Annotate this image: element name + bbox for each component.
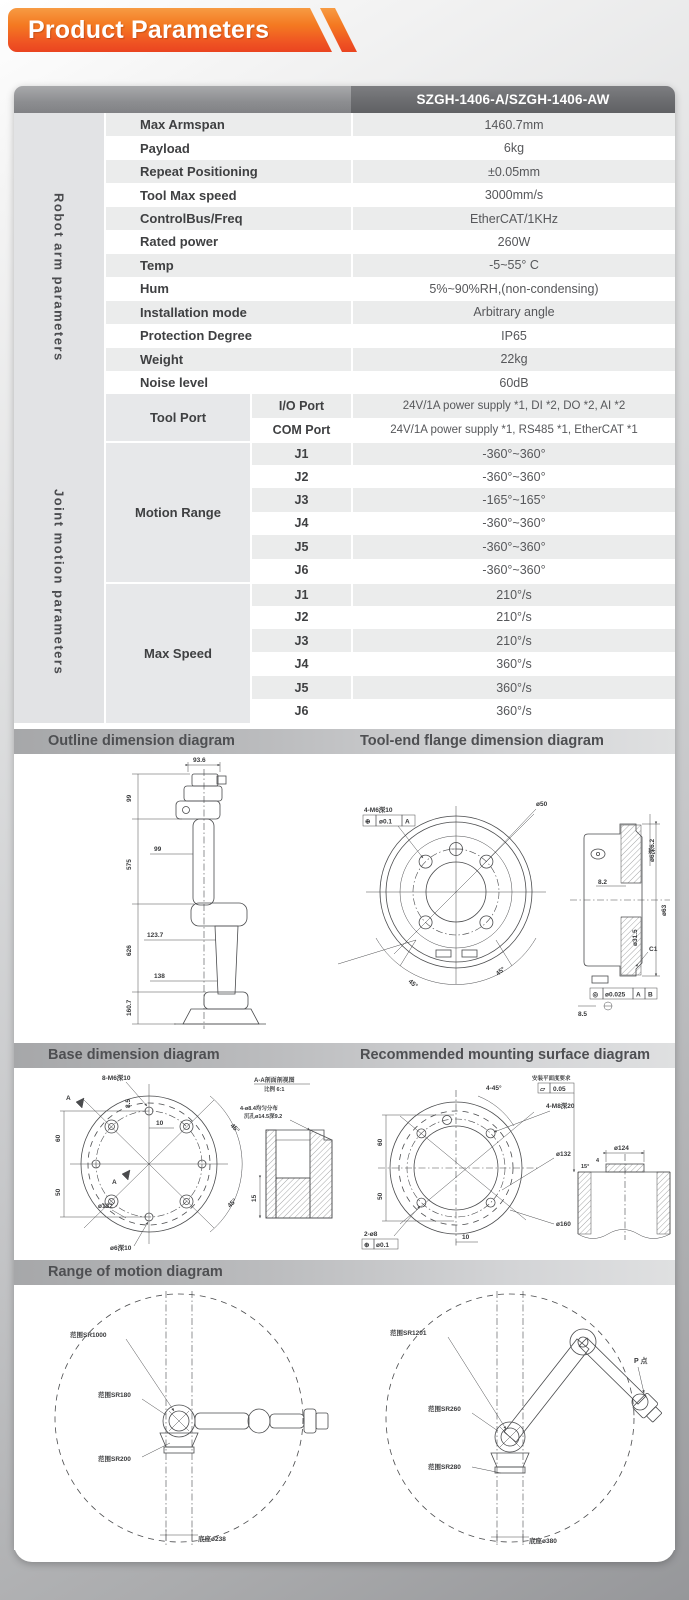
category-robot-arm-label: Robot arm parameters bbox=[51, 192, 67, 362]
joint-value: 360°/s bbox=[351, 652, 675, 675]
joint-label: J3 bbox=[250, 488, 351, 511]
dim-label: 60 bbox=[55, 1134, 62, 1142]
parameters-table bbox=[14, 113, 675, 723]
dim-label: 45° bbox=[406, 977, 419, 990]
dim-label: 8.5 bbox=[578, 1010, 588, 1018]
param-value: Arbitrary angle bbox=[351, 301, 675, 324]
range-label: 底座ø238 bbox=[198, 1535, 226, 1543]
dim-label: ø132 bbox=[556, 1150, 571, 1158]
dim-label: ø6深6.2 bbox=[649, 838, 656, 862]
param-value: ±0.05mm bbox=[351, 160, 675, 183]
mounting-surface-drawing bbox=[338, 1068, 675, 1254]
param-value: 1460.7mm bbox=[351, 113, 675, 136]
param-value: -5~55° C bbox=[351, 254, 675, 277]
base-diagrams bbox=[14, 1068, 675, 1254]
tool-port-label: Tool Port bbox=[104, 394, 250, 441]
spec-card bbox=[14, 86, 675, 1562]
dimension-diagrams bbox=[14, 754, 675, 1037]
range-label: 底座ø380 bbox=[529, 1537, 557, 1545]
joint-value: 210°/s bbox=[351, 629, 675, 652]
param-label: Protection Degree bbox=[104, 324, 351, 347]
category-joint-motion-label: Joint motion parameters bbox=[51, 488, 67, 676]
param-label: ControlBus/Freq bbox=[104, 207, 351, 230]
joint-label: J4 bbox=[250, 652, 351, 675]
outline-dimension-drawing bbox=[14, 754, 338, 1037]
param-value: 3000mm/s bbox=[351, 183, 675, 206]
dim-label: 8.2 bbox=[598, 878, 608, 886]
joint-value: -360°~360° bbox=[351, 465, 675, 488]
dim-label: ø124 bbox=[614, 1144, 629, 1152]
dim-label: ø6深10 bbox=[110, 1244, 132, 1252]
dim-label: 2-ø8 bbox=[364, 1230, 378, 1238]
param-value: EtherCAT/1KHz bbox=[351, 207, 675, 230]
param-value: 260W bbox=[351, 230, 675, 253]
gdt-datum: A bbox=[636, 991, 641, 999]
joint-label: J1 bbox=[250, 582, 351, 605]
gdt-value: ø0.025 bbox=[605, 991, 626, 999]
dim-label: 50 bbox=[55, 1188, 62, 1196]
dim-label: 575 bbox=[126, 858, 133, 870]
dim-label: 160.7 bbox=[126, 999, 133, 1016]
joint-value: 360°/s bbox=[351, 699, 675, 722]
range-label: 范围SR200 bbox=[98, 1455, 131, 1463]
dim-label: 4-M8深20 bbox=[546, 1102, 575, 1110]
dim-label: 15 bbox=[251, 1194, 258, 1202]
param-value: 22kg bbox=[351, 348, 675, 371]
param-value: 60dB bbox=[351, 371, 675, 394]
dim-label: 60 bbox=[377, 1138, 384, 1146]
section-title-base: Base dimension diagram bbox=[48, 1047, 220, 1064]
dim-label: 10 bbox=[156, 1119, 164, 1127]
section-title-flange: Tool-end flange dimension diagram bbox=[360, 733, 604, 750]
param-label: Tool Max speed bbox=[104, 183, 351, 206]
max-speed-label: Max Speed bbox=[104, 582, 250, 723]
flange-dimension-drawing bbox=[338, 754, 675, 1037]
param-value: 6kg bbox=[351, 136, 675, 159]
gdt-symbol: ◎ bbox=[592, 991, 599, 999]
model-name: SZGH-1406-A/SZGH-1406-AW bbox=[351, 86, 675, 113]
section-title-range: Range of motion diagram bbox=[48, 1264, 223, 1281]
dim-label: 138 bbox=[154, 972, 165, 980]
dim-label: ø132 bbox=[98, 1202, 113, 1210]
title-banner bbox=[8, 8, 368, 52]
tool-port-value: 24V/1A power supply *1, RS485 *1, EtherCAT *1 bbox=[351, 418, 675, 441]
page-title: Product Parameters bbox=[28, 16, 270, 44]
param-value: IP65 bbox=[351, 324, 675, 347]
category-robot-arm bbox=[14, 113, 104, 441]
point-label: P 点 bbox=[634, 1357, 648, 1365]
gdt-value: 0.05 bbox=[553, 1085, 566, 1093]
gdt-datum: A bbox=[405, 818, 410, 826]
gdt-symbol: ⊕ bbox=[365, 818, 371, 826]
param-label: Payload bbox=[104, 136, 351, 159]
range-of-motion-side-view bbox=[338, 1285, 675, 1550]
dim-label: 50 bbox=[377, 1192, 384, 1200]
range-diagrams bbox=[14, 1285, 675, 1550]
dim-label: ø31.5 bbox=[632, 929, 639, 946]
param-value: 5%~90%RH,(non-condensing) bbox=[351, 277, 675, 300]
joint-label: J5 bbox=[250, 535, 351, 558]
dim-label: 8-M6深10 bbox=[102, 1074, 131, 1082]
joint-value: 210°/s bbox=[351, 606, 675, 629]
joint-label: J2 bbox=[250, 465, 351, 488]
tool-port-sub-label: COM Port bbox=[250, 418, 351, 441]
category-joint-motion bbox=[14, 441, 104, 722]
dim-label: 10 bbox=[462, 1233, 470, 1241]
param-label: Noise level bbox=[104, 371, 351, 394]
dim-label: 4 bbox=[596, 1157, 600, 1164]
dim-label: 45° bbox=[226, 1197, 239, 1210]
joint-label: J3 bbox=[250, 629, 351, 652]
base-dimension-drawing bbox=[14, 1068, 338, 1254]
param-label: Temp bbox=[104, 254, 351, 277]
param-label: Installation mode bbox=[104, 301, 351, 324]
dim-label: 93.6 bbox=[193, 756, 206, 764]
joint-label: J6 bbox=[250, 699, 351, 722]
tool-port-sub-label: I/O Port bbox=[250, 394, 351, 417]
section-title: A-A剖面剖视图 bbox=[254, 1077, 295, 1084]
param-label: Weight bbox=[104, 348, 351, 371]
dim-label: 4-M6深10 bbox=[364, 806, 393, 814]
range-of-motion-top-view bbox=[14, 1285, 338, 1550]
section-title-mount: Recommended mounting surface diagram bbox=[360, 1047, 651, 1064]
dim-label: 99 bbox=[154, 845, 162, 853]
range-label: 范围SR260 bbox=[428, 1405, 461, 1413]
gdt-value: ø0.1 bbox=[376, 1241, 390, 1249]
section-title-outline: Outline dimension diagram bbox=[48, 733, 235, 750]
dim-label: 626 bbox=[126, 944, 133, 956]
joint-value: -360°~360° bbox=[351, 559, 675, 582]
gdt-datum: B bbox=[648, 991, 653, 999]
section-bar-dimensions bbox=[14, 729, 675, 754]
section-bar-range bbox=[14, 1260, 675, 1285]
section-marker: A bbox=[66, 1094, 71, 1102]
gdt-symbol: ▱ bbox=[540, 1085, 545, 1093]
note-title: 安装平面度要求 bbox=[532, 1075, 571, 1082]
dim-label: 4-ø8.4均匀分布 bbox=[240, 1105, 278, 1112]
range-label: 范围SR1000 bbox=[70, 1331, 107, 1339]
dim-label: 45° bbox=[228, 1122, 241, 1135]
gdt-value: ø0.1 bbox=[379, 818, 393, 826]
dim-label: 15° bbox=[581, 1163, 590, 1170]
joint-label: J5 bbox=[250, 676, 351, 699]
joint-value: 210°/s bbox=[351, 582, 675, 605]
param-label: Hum bbox=[104, 277, 351, 300]
dim-label: ø63 bbox=[661, 904, 668, 916]
table-header bbox=[14, 86, 675, 113]
section-marker: A bbox=[112, 1178, 117, 1186]
joint-label: J4 bbox=[250, 512, 351, 535]
joint-label: J2 bbox=[250, 606, 351, 629]
range-label: 范围SR280 bbox=[428, 1463, 461, 1471]
motion-range-label: Motion Range bbox=[104, 441, 250, 582]
joint-value: -360°~360° bbox=[351, 535, 675, 558]
dim-label: 8.5 bbox=[125, 1098, 132, 1108]
dim-label: 沉孔ø14.5深9.2 bbox=[244, 1113, 283, 1120]
gdt-symbol: ⊕ bbox=[364, 1241, 370, 1249]
joint-value: -165°~165° bbox=[351, 488, 675, 511]
param-label: Max Armspan bbox=[104, 113, 351, 136]
range-label: 范围SR180 bbox=[98, 1391, 131, 1399]
section-bar-base bbox=[14, 1043, 675, 1068]
table-header-left bbox=[14, 86, 351, 113]
section-scale: 比例 6:1 bbox=[264, 1086, 285, 1093]
dim-label: ø160 bbox=[556, 1220, 571, 1228]
dim-label: 45° bbox=[494, 965, 507, 978]
dim-label: 123.7 bbox=[147, 931, 164, 939]
range-label: 范围SR1201 bbox=[390, 1329, 427, 1337]
param-label: Repeat Positioning bbox=[104, 160, 351, 183]
joint-value: -360°~360° bbox=[351, 441, 675, 464]
dim-label: 99 bbox=[126, 794, 133, 802]
tool-port-value: 24V/1A power supply *1, DI *2, DO *2, AI *2 bbox=[351, 394, 675, 417]
joint-value: -360°~360° bbox=[351, 512, 675, 535]
joint-label: J1 bbox=[250, 441, 351, 464]
dim-label: 4-45° bbox=[486, 1084, 502, 1092]
param-label: Rated power bbox=[104, 230, 351, 253]
joint-value: 360°/s bbox=[351, 676, 675, 699]
joint-label: J6 bbox=[250, 559, 351, 582]
dim-label: ø50 bbox=[536, 800, 548, 808]
dim-label: C1 bbox=[649, 945, 658, 953]
